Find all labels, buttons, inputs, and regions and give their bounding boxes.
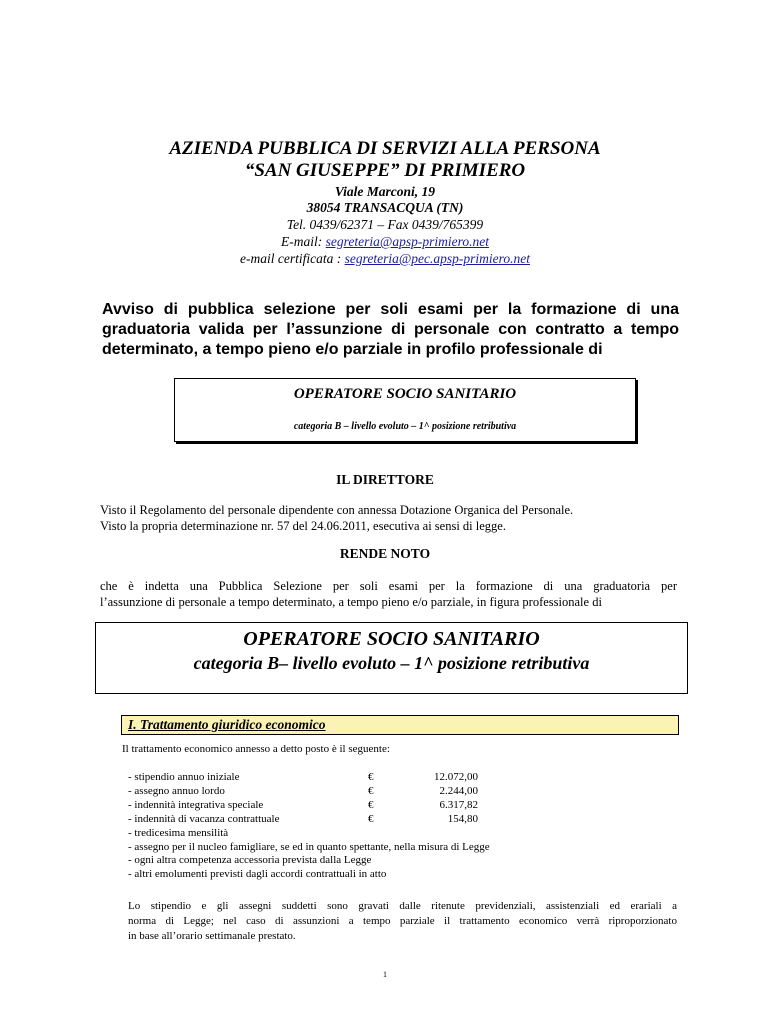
- notice-line-3: determinato, a tempo pieno e/o parziale in profilo professionale di: [102, 341, 603, 358]
- org-name-line1: AZIENDA PUBBLICA DI SERVIZI ALLA PERSONA: [169, 138, 601, 159]
- profile-box-large-subtitle: categoria B– livello evoluto – 1^ posizione retributiva: [193, 653, 590, 673]
- closing-line-2: norma di Legge; nel caso di assunzioni a tempo parziale il trattamento economico verrà riproporzionato: [128, 915, 677, 927]
- pay-label: - stipendio annuo iniziale: [128, 771, 240, 783]
- pay-amount: 6.317,82: [439, 799, 478, 811]
- rende-noto-heading: RENDE NOTO: [339, 546, 431, 561]
- closing-line-3: in base all’orario settimanale prestato.: [128, 930, 296, 942]
- rende-noto-paragraph: [100, 578, 677, 610]
- currency-symbol: €: [368, 785, 374, 797]
- list-item: - tredicesima mensilità: [128, 827, 229, 839]
- closing-line-1: Lo stipendio e gli assegni suddetti sono gravati dalle ritenute previdenziali, assistenziali ed erariali a: [128, 900, 677, 912]
- pay-label: - indennità di vacanza contrattuale: [128, 813, 280, 825]
- rende-noto-line-2: l’assunzione di personale a tempo determinato, a tempo pieno e/o parziale, in figura professionale di: [100, 595, 602, 609]
- director-heading: IL DIRETTORE: [336, 472, 434, 487]
- org-address: Viale Marconi, 19: [334, 184, 436, 199]
- pay-label: - indennità integrativa speciale: [128, 799, 264, 811]
- closing-paragraph: [128, 899, 677, 944]
- profile-box-large-title: OPERATORE SOCIO SANITARIO: [243, 628, 540, 650]
- profile-box-small-subtitle: categoria B – livello evoluto – 1^ posizione retributiva: [293, 421, 517, 432]
- pec-link[interactable]: segreteria@pec.apsp-primiero.net: [344, 251, 530, 266]
- pay-row: [128, 785, 478, 799]
- profile-box-small-title: OPERATORE SOCIO SANITARIO: [293, 386, 517, 402]
- notice-line-2: graduatoria valida per l’assunzione di personale con contratto a tempo: [102, 321, 679, 338]
- section-1-heading: I. Trattamento giuridico economico: [128, 717, 326, 732]
- currency-symbol: €: [368, 799, 374, 811]
- list-item: - altri emolumenti previsti dagli accordi contrattuali in atto: [128, 867, 387, 880]
- org-city: 38054 TRANSACQUA (TN): [306, 200, 464, 215]
- other-items-list: [128, 827, 490, 881]
- notice-line-1: Avviso di pubblica selezione per soli esami per la formazione di una: [102, 301, 679, 318]
- page-number: 1: [383, 970, 387, 979]
- currency-symbol: €: [368, 813, 374, 825]
- org-phone: Tel. 0439/62371 – Fax 0439/765399: [286, 217, 484, 232]
- pay-amount: 154,80: [447, 813, 478, 825]
- visto-line-1: Visto il Regolamento del personale dipendente con annessa Dotazione Organica del Personale.: [100, 503, 574, 517]
- currency-symbol: €: [368, 771, 374, 783]
- list-item: - ogni altra competenza accessoria prevista dalla Legge: [128, 854, 372, 866]
- pay-label: - assegno annuo lordo: [128, 785, 225, 797]
- pay-row: [128, 813, 478, 827]
- org-pec-line: [0, 250, 770, 267]
- rende-noto-line-1: che è indetta una Pubblica Selezione per soli esami per la formazione di una graduatoria per: [100, 579, 677, 593]
- list-item: - assegno per il nucleo famigliare, se ed in quanto spettante, nella misura di Legge: [128, 840, 490, 853]
- pay-row: [128, 771, 478, 785]
- pay-intro: Il trattamento economico annesso a detto posto è il seguente:: [122, 743, 390, 755]
- pay-amount: 12.072,00: [434, 771, 478, 783]
- visto-line-2: Visto la propria determinazione nr. 57 del 24.06.2011, esecutiva ai sensi di legge.: [100, 519, 506, 533]
- org-email-line: [0, 233, 770, 250]
- section-1-heading-bar: [121, 715, 679, 735]
- pay-amount: 2.244,00: [439, 785, 478, 797]
- email-label: E-mail:: [281, 234, 326, 249]
- email-link[interactable]: segreteria@apsp-primiero.net: [325, 234, 489, 249]
- pay-row: [128, 799, 478, 813]
- pec-label: e-mail certificata :: [240, 251, 345, 266]
- org-name-line2: “SAN GIUSEPPE” DI PRIMIERO: [244, 160, 526, 181]
- notice-paragraph: [102, 300, 679, 360]
